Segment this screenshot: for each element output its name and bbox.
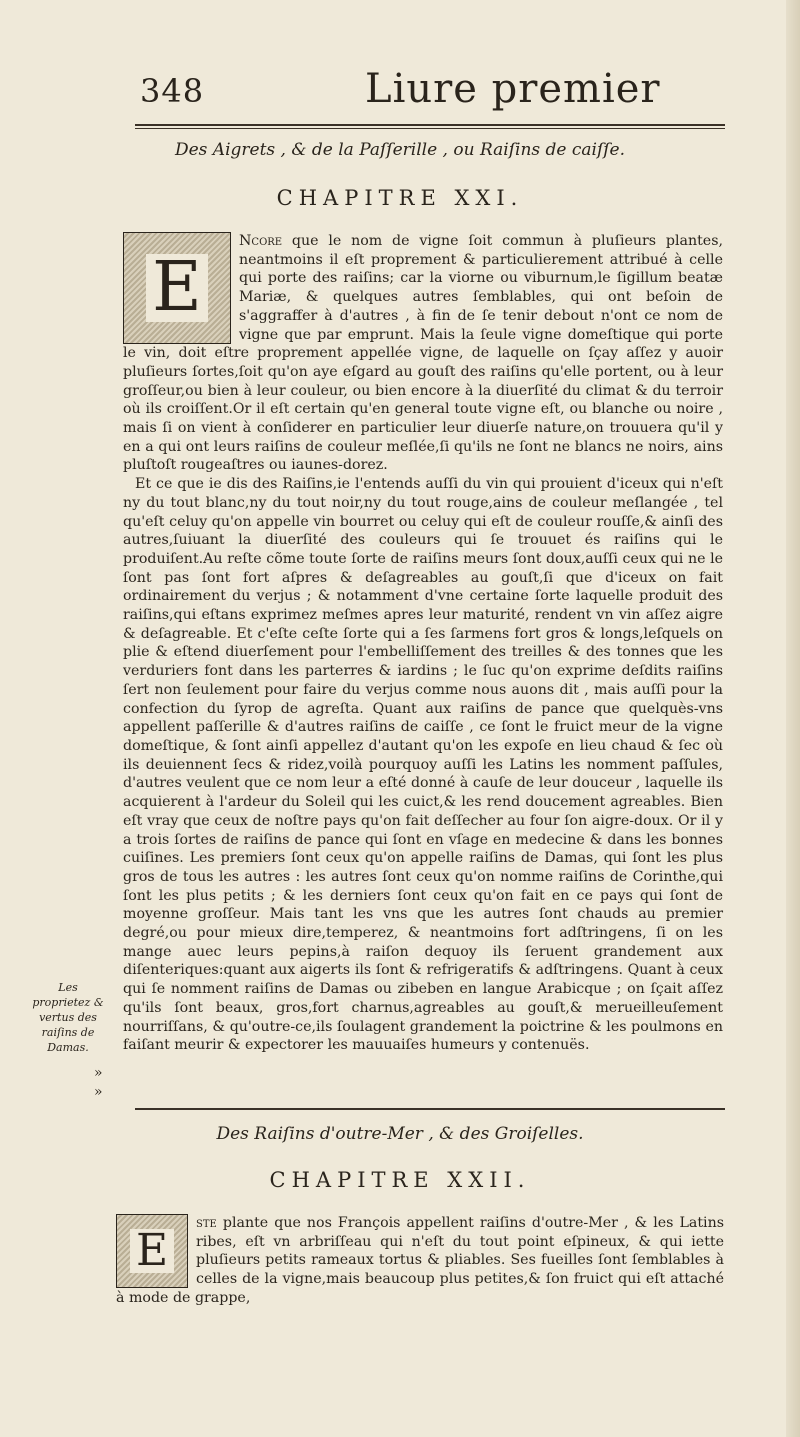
header-rule [135,124,725,126]
chapter-22-body [116,1214,724,1308]
section-rule [135,1108,725,1110]
paragraph-text: que le nom de vigne ſoit commun à pluſieurs plantes, neantmoins il eſt proprement & particulierement attribué à celle qui porte des raiſins; car la viorne ou viburnum,le ſigillum beatæ Mariæ, & quelques autres ſemblables, qui ont beſoin de s'aggraffer à d'autres , à fin de ſe tenir debout n'ont ce nom de vigne que par emprunt. Mais la ſeule vigne domeſtique qui porte le vin, doit eſtre proprement appellée vigne, de laquelle on ſçay aſſez y auoir pluſieurs ſortes,ſoit qu'on aye eſgard au gouſt des raiſins qu'elle portent, ou à leur groſſeur,ou bien à leur couleur, ou bien encore à la diuerſité du climat & du terroir où ils croiſſent.Or il eſt certain qu'en general toute vigne eſt, ou blanche ou noire , mais ſi on vient à conſiderer en particulier leur diuerſe nature,on trouuera qu'il y en a qui ont leurs raiſins de couleur meſlée,ſi qu'ils ne ſont ne blancs ne noirs, ains pluſtoſt rougeaſtres ou iaunes-dorez. [123,233,723,474]
quotation-marks: » » [94,1065,103,1100]
section-title-21: Des Aigrets , & de la Paſſerille , ou Raiſins de caiſſe. [174,140,626,160]
drop-cap-letter: E [130,1229,174,1273]
chapter-21-body [123,232,723,1055]
page-number: 348 [140,72,205,110]
paragraph-text: Et ce que ie dis des Raiſins,ie l'entends auſſi du vin qui prouient d'iceux qui n'eſt ny du tout blanc,ny du tout noir,ny du tout rouge,ains de couleur meſlangée , tel qu'eſt celuy qu'on appelle vin bourret ou celuy qui eſt de couleur rouſſe,& ainſi des autres,ſuiuant la diuerſité des couleurs qui ſe trouuet és raiſins qui le produiſent.Au reſte cõme toute ſorte de raiſins meurs ſont doux,auſſi ceux qui ne le ſont pas ſont fort aſpres & deſagreables au gouſt,ſi que d'iceux on fait ordinairement du verjus ; & notamment d'vne certaine ſorte laquelle produit des raiſins,qui eſtans exprimez meſmes apres leur maturité, rendent vn vin aſſez aigre & deſagreable. Et c'eſte ceſte ſorte qui a ſes ſarmens fort gros & longs,leſquels on plie & eſtend diuerſement pour l'embelliſſement des treilles & des tonnes que les verduriers font dans les parterres & iardins ; le ſuc qu'on exprime deſdits raiſins ſert non ſeulement pour faire du verjus comme nous auons dit , mais auſſi pour la confection du ſyrop de agreſta. Quant aux raiſins de pance que quelquès-vns appellent paſſerille & d'autres raiſins de caiſſe , ce ſont le fruict meur de la vigne domeſtique, & ſont ainſi appellez d'autant qu'on les expoſe en lieu chaud & ſec où ils deuiennent ſecs & ridez,voilà pourquoy auſſi les Latins les nomment paſſules, d'autres veulent que ce nom leur a eſté donné à cauſe de leur douceur , laquelle ils acquierent à l'ardeur du Soleil qui les cuict,& les rend doucement agreables. Bien eſt vray que ceux de noſtre pays qu'on fait deſſecher au four ſon aigre-doux. Or il y a trois ſortes de raiſins de pance qui ſont en vſage en medecine & dans les bonnes cuiſines. Les premiers ſont ceux qu'on appelle raiſins de Damas, qui ſont les plus gros de tous les autres : les autres ſont ceux qu'on nomme raiſins de Corinthe,qui ſont les plus petits ; & les derniers ſont ceux qu'on fait en ce pays qui ſont de moyenne groſſeur. Mais tant les vns que les autres ſont chauds au premier degré,ou pour mieux dire,temperez, & neantmoins fort adſtringens, ſi on les mange auec leurs pepins,à raiſon dequoy ils ſeruent grandement aux diſenteriques:quant aux aigerts ils ſont & refrigeratifs & adſtringens. Quant à ceux qui ſe nomment raiſins de Damas ou zibeben en langue Arabicque ; on ſçait aſſez qu'ils ſont beaux, gros,fort charnus,agreables au gouſt,& merueilleuſement nourriſſans, & qu'outre-ce,ils ſoulagent grandement la poictrine & les poulmons en faiſant meurir & expectorer les mauuaiſes humeurs y contenuës. [123,476,723,1054]
chapter-heading-22: CHAPITRE XXII. [269,1168,531,1192]
opening-word: Ncore [239,233,283,249]
drop-cap-letter: E [146,254,208,322]
header-rule-thin [135,128,725,129]
drop-cap-e-ornament [123,232,231,344]
chapter-heading-21: CHAPITRE XXI. [276,186,524,210]
page-edge [786,0,800,1437]
page-header [140,66,700,130]
opening-word: ste [196,1215,217,1231]
paragraph-text: plante que nos François appellent raiſins d'outre-Mer , & les Latins ribes, eſt vn arbriſſeau qui n'eſt du tout point eſpineux, & qui iette pluſieurs petits rameaux tortus & pliables. Ses fueilles ſont ſemblables à celles de la vigne,mais beaucoup plus petites,& ſon fruict qui eſt attaché à mode de grappe, [116,1215,724,1306]
margin-note: Les proprietez & vertus des raiſins de Damas. [32,981,104,1054]
drop-cap-e-ornament [116,1214,188,1288]
section-title-22: Des Raiſins d'outre-Mer , & des Groiſelles. [216,1124,584,1144]
running-title: Liure premier [365,66,661,112]
